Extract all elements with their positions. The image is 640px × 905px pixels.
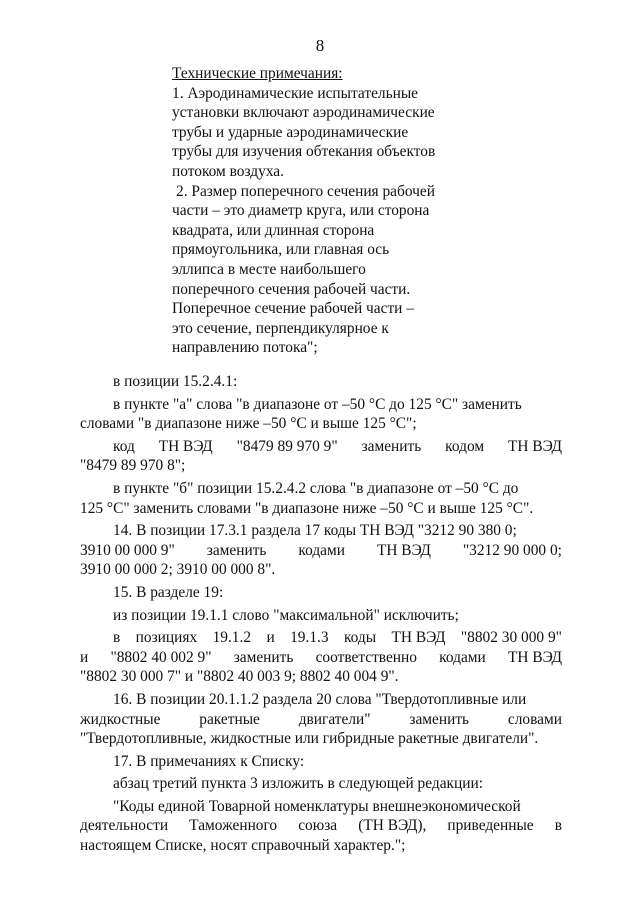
body-line-justified (80, 710, 562, 730)
body-line: 14. В позиции 17.3.1 раздела 17 коды ТН ВЭД "3212 90 380 0; (113, 522, 517, 540)
word: кодами (298, 541, 345, 559)
note-line: 1. Аэродинамические испытательные (172, 84, 419, 102)
body-line: словами "в диапазоне ниже –50 °С и выше 125 °С"; (80, 415, 417, 433)
word: код (113, 437, 135, 455)
word: словами (507, 710, 562, 728)
word: 3910 00 000 9" (80, 541, 175, 559)
body-line-justified (80, 628, 562, 648)
body-line: в позиции 15.2.4.1: (113, 373, 238, 390)
word: "3212 90 000 0; (462, 541, 562, 559)
note-line: части – это диаметр круга, или сторона (172, 202, 430, 220)
word: заменить (409, 710, 470, 728)
body-line-justified (80, 437, 562, 457)
note-line: установки включают аэродинамические (172, 104, 435, 122)
word: жидкостные (80, 710, 161, 728)
note-line: 2. Размер поперечного сечения рабочей (176, 182, 435, 200)
body-line-justified (80, 816, 562, 836)
body-line: 16. В позиции 20.1.1.2 раздела 20 слова "Твердотопливные или (113, 690, 527, 708)
word: ТН ВЭД (507, 648, 562, 666)
note-line: это сечение, перпендикулярное к (172, 319, 389, 337)
word: "8802 40 002 9" (110, 648, 212, 666)
word: и (266, 629, 275, 647)
word: приведенные (447, 817, 534, 835)
word: в (113, 629, 121, 647)
note-line: Поперечное сечение рабочей части – (172, 300, 414, 318)
note-line: направлению потока"; (172, 339, 318, 357)
technical-notes (172, 64, 472, 358)
word: двигатели" (298, 710, 371, 728)
note-line: эллипса в месте наибольшего (172, 260, 366, 278)
word: деятельности (80, 817, 169, 835)
word: позициях (135, 629, 198, 647)
note-line: квадрата, или длинная сторона (172, 221, 375, 239)
body-line: "Коды единой Товарной номенклатуры внешнеэкономической (113, 797, 521, 815)
note-line: поперечного сечения рабочей части. (172, 280, 411, 298)
word: Таможенного (189, 817, 278, 835)
word: ТН ВЭД (376, 541, 431, 559)
word: ТН ВЭД (158, 437, 213, 455)
word: кодами (439, 648, 486, 666)
word: 19.1.2 (212, 629, 252, 647)
word: ракетные (199, 710, 260, 728)
body-line: 3910 00 000 2; 3910 00 000 8". (80, 561, 276, 579)
notes-heading: Технические примечания: (172, 65, 343, 82)
word: в (554, 817, 562, 835)
word: ТН ВЭД (391, 629, 446, 647)
body-line: 17. В примечаниях к Списку: (113, 752, 305, 770)
word: союза (298, 817, 338, 835)
word: и (80, 648, 89, 666)
body-line: в пункте "б" позиции 15.2.4.2 слова "в диапазоне от –50 °С до (113, 479, 519, 497)
body-line: "8479 89 970 8"; (80, 457, 186, 475)
word: заменить (206, 541, 267, 559)
note-line: потоком воздуха. (172, 162, 284, 180)
word: коды (343, 629, 377, 647)
note-line: трубы для изучения обтекания объектов (172, 143, 436, 161)
body-line: "Твердотопливные, жидкостные или гибридные ракетные двигатели". (80, 730, 539, 748)
word: "8479 89 970 9" (236, 437, 338, 455)
word: ТН ВЭД (508, 437, 562, 455)
note-line: прямоугольника, или главная ось (172, 241, 390, 259)
body-line: абзац третий пункта 3 изложить в следующей редакции: (113, 775, 483, 793)
word: соответственно (315, 648, 417, 666)
body-line: 15. В разделе 19: (113, 583, 224, 601)
body-line: в пункте "а" слова "в диапазоне от –50 °С до 125 °С" заменить (113, 395, 522, 413)
note-line: трубы и ударные аэродинамические (172, 123, 409, 141)
body-line-justified (80, 541, 562, 561)
body-line: из позиции 19.1.1 слово "максимальной" исключить; (113, 606, 459, 624)
document-body (80, 372, 562, 856)
page-number: 8 (315, 36, 325, 55)
word: заменить (361, 437, 422, 455)
word: заменить (233, 648, 294, 666)
body-line: 125 °С" заменить словами "в диапазоне ниже –50 °С и выше 125 °С". (80, 499, 534, 517)
body-line: настоящем Списке, носят справочный характер."; (80, 837, 406, 855)
word: кодом (445, 437, 485, 455)
word: (ТН ВЭД), (358, 817, 427, 835)
body-line: "8802 30 000 7" и "8802 40 003 9; 8802 40 004 9". (80, 668, 399, 686)
word: "8802 30 000 9" (460, 629, 562, 647)
word: 19.1.3 (290, 629, 329, 647)
body-line-justified (80, 648, 562, 668)
